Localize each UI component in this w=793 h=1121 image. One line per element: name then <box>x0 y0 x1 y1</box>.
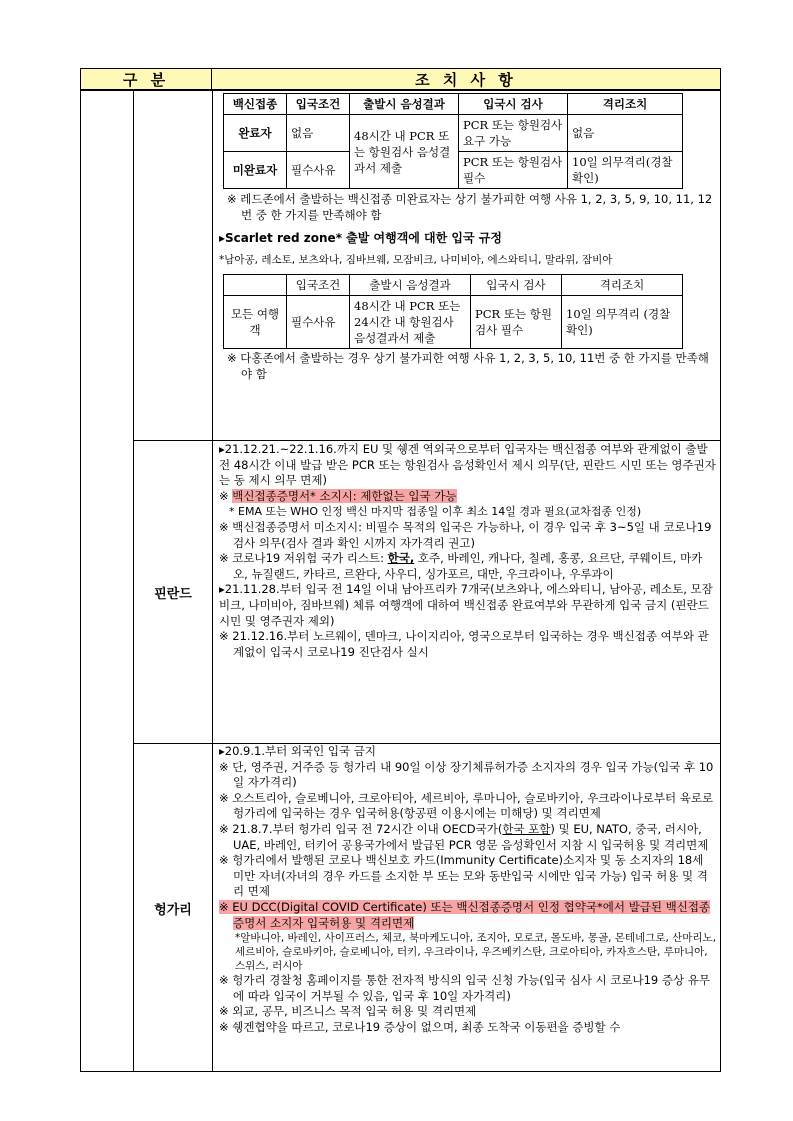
th-entry-condition: 입국조건 <box>287 94 350 115</box>
finland-p1: ▸21.12.21.~22.1.16.까지 EU 및 쉥겐 역외국으로부터 입국자는 백신접종 여부와 관계없이 출발 전 48시간 이내 발급 받은 PCR 또는 항원검사 음성확인서 제시 의무(단, 핀란드 시민 또는 영주권자는 동 제시 의무 면제) <box>219 442 716 488</box>
hungary-country-list: *알바니아, 바레인, 사이프러스, 체코, 북마케도니아, 조지아, 모로코, 몰도바, 몽골, 몬테네그로, 산마리노, 세르비아, 슬로바키아, 슬로베니아, 터키, 우크라이나, 우즈베키스탄, 크로아티아, 카자흐스탄, 루마니아, 스위스, 러시아 <box>235 932 717 973</box>
measures-table <box>80 68 721 1072</box>
note-mark: ※ <box>219 488 233 503</box>
hungary-p2: ※ 단, 영주권, 거주증 등 헝가리 내 90일 이상 장기체류허가증 소지자의 경우 입국 가능(입국 후 10일 자가격리) <box>219 759 714 790</box>
th-departure-result: 출발시 음성결과 <box>350 275 471 296</box>
scarlet-table <box>223 274 683 349</box>
finland-p6: ▸21.11.28.부터 입국 전 14일 이내 남아프리카 7개국(보츠와나, 에스와티니, 남아공, 레소토, 모잠비크, 나미비아, 짐바브웨) 체류 여행객에 대하여 백신접종 완료여부와 무관하게 입국 금지 (핀란드 시민 및 영주권자 제외) <box>219 582 713 628</box>
finland-p5-a: ※ 코로나19 저위험 국가 리스트: <box>219 551 388 566</box>
country-finland: 핀란드 <box>154 586 192 602</box>
finland-p4: ※ 백신접종증명서 미소지시: 비필수 목적의 입국은 가능하나, 이 경우 입국 후 3~5일 내 코로나19 검사 의무(검사 결과 확인 시까지 자가격리 권고) <box>219 519 712 550</box>
hungary-p3: ※ 오스트리아, 슬로베니아, 크로아티아, 세르비아, 루마니아, 슬로바키아, 우크라이나로부터 육로로 헝가리에 입국하는 경우 입국허용(항공편 이용시에는 미해당) 및 격리면제 <box>219 790 714 821</box>
hungary-p4-korea: 한국 포함 <box>502 821 551 836</box>
header-measures: 조 치 사 항 <box>212 69 720 89</box>
finland-p3: * EMA 또는 WHO 인정 백신 마지막 접종일 이후 최소 14일 경과 필요(교차접종 인정) <box>229 505 642 519</box>
cell-quarantine: 10일 의무격리 (경찰 확인) <box>562 296 683 349</box>
th-quarantine: 격리조치 <box>568 94 683 115</box>
divider <box>212 91 213 1072</box>
vaccine-table <box>223 93 683 189</box>
th-entry-condition: 입국조건 <box>287 275 350 296</box>
hungary-highlight: ※ EU DCC(Digital COVID Certificate) 또는 백신접종증명서 인정 협약국*에서 발급된 백신접종증명서 소지자 입국허용 및 격리면제 <box>219 899 711 930</box>
hungary-p4-c: ) 및 EU, NATO, 중국, 러시아, UAE, 바레인, 터키어 공용국가에서 발급된 PCR 영문 음성확인서 지참 시 입국허용 및 격리면제 <box>233 821 709 852</box>
th-arrival-test: 입국시 검사 <box>459 94 568 115</box>
finland-highlight: 백신접종증명서* 소지시: 제한없는 입국 가능 <box>232 488 457 503</box>
note-redzone: ※ 레드존에서 출발하는 백신접종 미완료자는 상기 불가피한 여행 사유 1, 2, 3, 5, 9, 10, 11, 12번 중 한 가지를 만족해야 함 <box>227 192 713 222</box>
cell-condition: 필수사유 <box>287 296 350 349</box>
finland-measures <box>219 442 717 660</box>
cell-test: PCR 또는 항원검사 요구 가능 <box>459 115 568 152</box>
cell-quarantine: 10일 의무격리(경찰 확인) <box>568 152 683 189</box>
th-empty <box>224 275 287 296</box>
th-vaccine: 백신접종 <box>224 94 287 115</box>
scarlet-title: ▸Scarlet red zone* 출발 여행객에 대한 입국 규정 <box>219 231 502 246</box>
cell-condition: 없음 <box>287 115 350 152</box>
section-region <box>219 93 717 383</box>
row-label: 미완료자 <box>224 152 287 189</box>
finland-p5-korea: 한국, <box>387 551 415 566</box>
row-divider <box>133 440 721 441</box>
scarlet-countries: *남아공, 레소토, 보츠와나, 짐바브웨, 모잠비크, 나미비아, 에스와티니, 말라위, 잠비아 <box>219 253 613 266</box>
hungary-p5: ※ 헝가리에서 발행된 코로나 백신보호 카드(Immunity Certificate)소지자 및 동 소지자의 18세 미만 자녀(자녀의 경우 카드를 소지한 부 또는 모와 동반입국 시에만 입국 가능) 입국 허용 및 격리 면제 <box>219 853 708 899</box>
hungary-measures <box>219 744 717 1036</box>
cell-quarantine: 없음 <box>568 115 683 152</box>
note-scarlet: ※ 다홍존에서 출발하는 경우 상기 불가피한 여행 사유 1, 2, 3, 5, 10, 11번 중 한 가지를 만족해야 함 <box>227 351 709 381</box>
cell-test: PCR 또는 항원검사 필수 <box>471 296 562 349</box>
table-header <box>81 69 720 91</box>
finland-p5-c: 호주, 바레인, 캐나다, 칠레, 홍콩, 요르단, 쿠웨이트, 마카오, 뉴질랜드, 카타르, 르완다, 사우디, 싱가포르, 대만, 우크라이나, 우루과이 <box>233 551 703 581</box>
th-departure-result: 출발시 음성결과 <box>350 94 459 115</box>
finland-p7: ※ 21.12.16.부터 노르웨이, 덴마크, 나이지리아, 영국으로부터 입국하는 경우 백신접종 여부와 관계없이 입국시 코로나19 진단검사 실시 <box>219 629 709 659</box>
hungary-p8: ※ 헝가리 경찰청 홈페이지를 통한 전자적 방식의 입국 신청 가능(입국 심사 시 코로나19 증상 유무에 따라 입국이 거부될 수 있음, 입국 후 10일 자가격리) <box>219 973 710 1003</box>
hungary-p10: ※ 쉥겐협약을 따르고, 코로나19 증상이 없으며, 최종 도착국 이동편을 증빙할 수 <box>219 1019 621 1034</box>
cell-result: 48시간 내 PCR 또는 항원검사 음성결과서 제출 <box>350 115 459 189</box>
cell-test: PCR 또는 항원검사 필수 <box>459 152 568 189</box>
hungary-p9: ※ 외교, 공무, 비즈니스 목적 입국 허용 및 격리면제 <box>219 1004 477 1019</box>
hungary-p1: ▸20.9.1.부터 외국인 입국 금지 <box>219 744 376 758</box>
row-label: 완료자 <box>224 115 287 152</box>
th-quarantine: 격리조치 <box>562 275 683 296</box>
header-category: 구 분 <box>81 69 212 89</box>
row-label: 모든 여행객 <box>224 296 287 349</box>
cell-condition: 필수사유 <box>287 152 350 189</box>
country-hungary: 헝가리 <box>154 903 192 918</box>
cell-result: 48시간 내 PCR 또는 24시간 내 항원검사 음성결과서 제출 <box>350 296 471 349</box>
hungary-p4-a: ※ 21.8.7.부터 헝가리 입국 전 72시간 이내 OECD국가( <box>219 821 503 836</box>
th-arrival-test: 입국시 검사 <box>471 275 562 296</box>
